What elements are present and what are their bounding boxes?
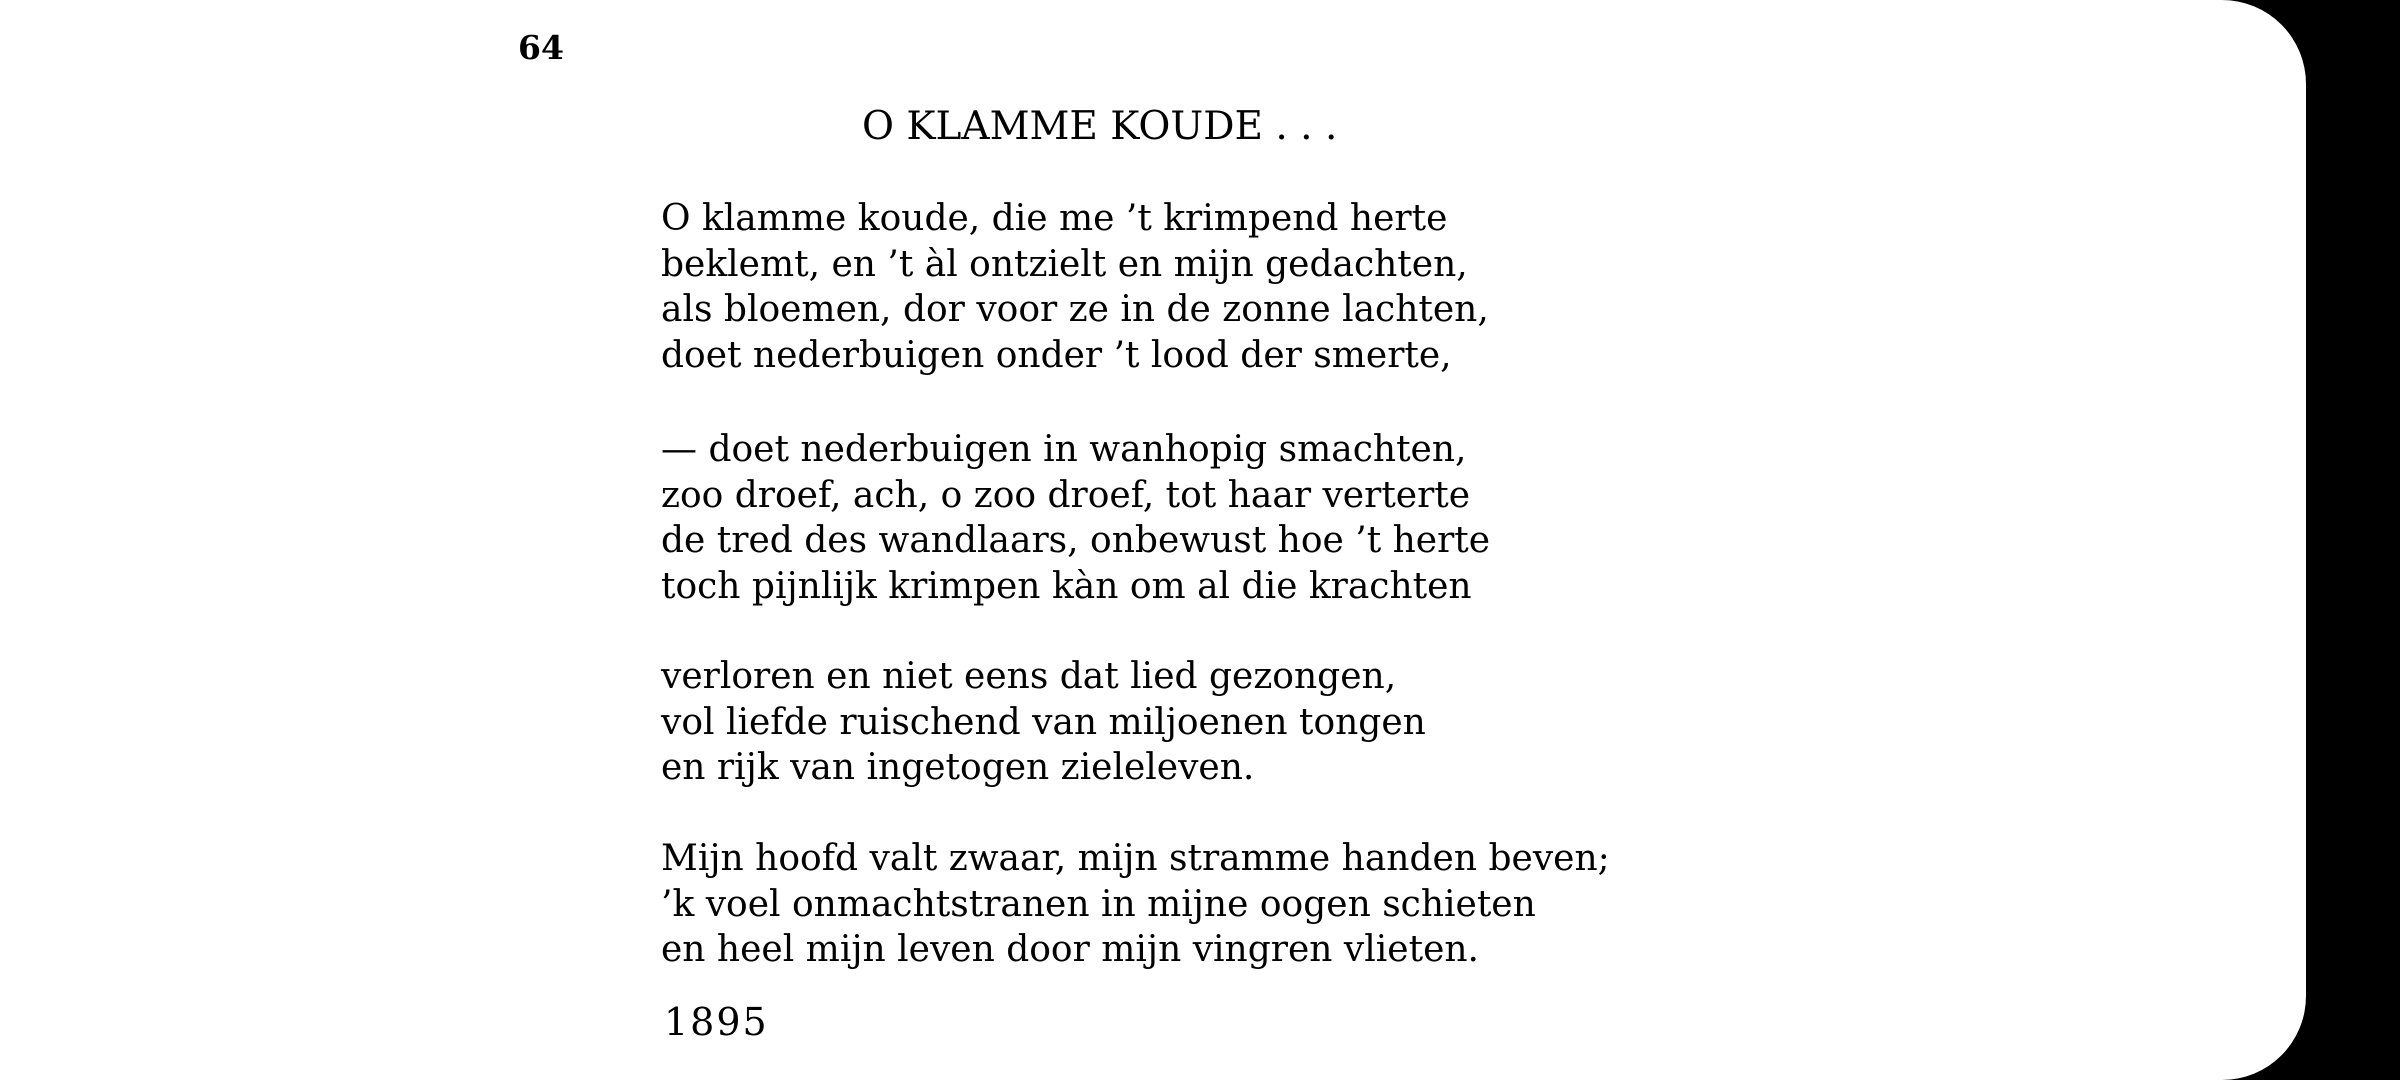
poem-line: doet nederbuigen onder ’t lood der smerte, — [661, 334, 1452, 376]
poem-line: toch pijnlijk krimpen kàn om al die krachten — [661, 565, 1472, 607]
poem-line: O klamme koude, die me ’t krimpend herte — [661, 198, 1448, 239]
stanza-2 — [661, 427, 1490, 609]
poem-line: en heel mijn leven door mijn vingren vlieten. — [661, 929, 1479, 970]
poem-title: O KLAMME KOUDE . . . — [862, 104, 1338, 149]
poem-date: 1895 — [664, 1000, 769, 1044]
stanza-3 — [661, 654, 1426, 791]
poem-line: Mijn hoofd valt zwaar, mijn stramme handen beven; — [661, 838, 1610, 879]
poem-line: zoo droef, ach, o zoo droef, tot haar verterte — [661, 474, 1471, 516]
poem-line: — doet nederbuigen in wanhopig smachten, — [661, 429, 1467, 470]
poem-line: de tred des wandlaars, onbewust hoe ’t herte — [661, 520, 1491, 561]
poem-line: vol liefde ruischend van miljoenen tongen — [661, 701, 1426, 743]
poem-line: als bloemen, dor voor ze in de zonne lachten, — [661, 289, 1489, 330]
stanza-4 — [661, 836, 1610, 973]
poem-line: verloren en niet eens dat lied gezongen, — [661, 656, 1397, 697]
stanza-1 — [661, 196, 1489, 378]
poem-line: ’k voel onmachtstranen in mijne oogen schieten — [661, 883, 1536, 925]
poem-line: en rijk van ingetogen zieleleven. — [661, 747, 1255, 788]
page-number: 64 — [518, 28, 564, 67]
poem-line: beklemt, en ’t àl ontzielt en mijn gedachten, — [661, 243, 1468, 285]
